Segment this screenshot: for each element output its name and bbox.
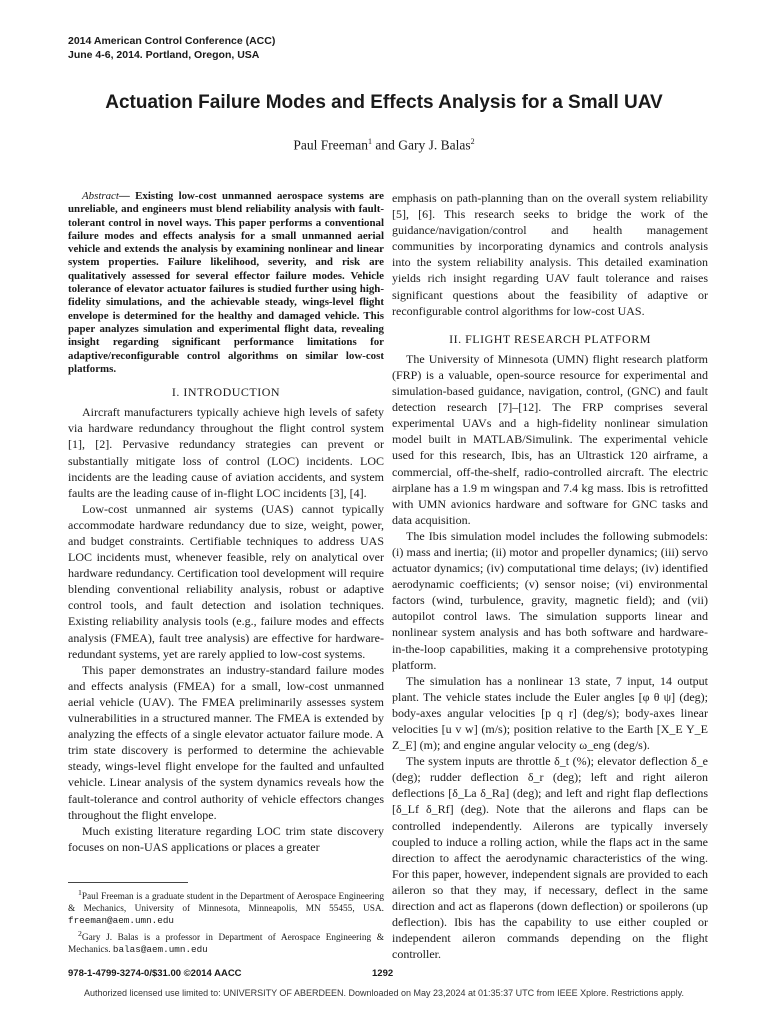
author-line — [0, 137, 768, 154]
author-1-footnote-mark: 1 — [368, 137, 372, 146]
footnote-1-text: Paul Freeman is a graduate student in the Department of Aerospace Engineering & Mechanics, University of Minnesota, Minneapolis, MN 55455, USA. — [68, 892, 384, 915]
conference-name: 2014 American Control Conference (ACC) — [68, 35, 276, 47]
right-column — [392, 190, 708, 962]
section-heading-introduction: I. INTRODUCTION — [171, 385, 281, 400]
paper-title: Actuation Failure Modes and Effects Analysis for a Small UAV — [105, 92, 663, 113]
footnote-1-email[interactable]: freeman@aem.umn.edu — [68, 915, 175, 927]
author-2-footnote-mark: 2 — [470, 137, 475, 146]
license-notice: Authorized licensed use limited to: UNIVERSITY OF ABERDEEN. Downloaded on May 23,2024 at 01:35:37 UTC from IEEE Xplore. Restrictions apply. — [84, 988, 684, 998]
left-column — [68, 190, 384, 855]
frp-paragraph-3: The simulation has a nonlinear 13 state, 7 input, 14 output plant. The vehicle states include the Euler angles [φ θ ψ] (deg); body-axes angular velocities [p q r] (deg/s); body-axes linear velocities [u v w] (m/s); position relative to the Earth [X_E Y_E Z_E] (m); and engine angular velocity ω_eng (deg/s). — [392, 673, 708, 753]
footnote-2: $^2$Gary J. Balas is a professor in Department of Aerospace Engineering & Mechanics. balas@aem.umn.edu — [68, 929, 384, 956]
conference-date-location: June 4-6, 2014. Portland, Oregon, USA — [68, 49, 260, 61]
intro-continuation-paragraph: emphasis on path-planning than on the overall system reliability [5], [6]. This research seeks to bridge the work of the guidance/navigation/control and health management communities by incorporating dynamics and controls analysis into the system reliability analysis. This detailed examination yields rich insight regarding UAV fault tolerance and raises significant questions about the feasibility of adaptive or reconfigurable control algorithms for low-cost UAS. — [392, 191, 708, 318]
intro-paragraph-4: Much existing literature regarding LOC trim state discovery focuses on non-UAS applications or places a greater — [68, 823, 384, 854]
page-number: 1292 — [372, 968, 394, 979]
footnote-1: $^1$Paul Freeman is a graduate student in the Department of Aerospace Engineering & Mechanics, University of Minnesota, Minneapolis, MN 55455, USA. freeman@aem.umn.edu — [68, 888, 384, 927]
abstract-text: — Existing low-cost unmanned aerospace systems are unreliable, and engineers must blend reliability analysis with fault-tolerant control in novel ways. This paper performs a conventional failure modes and effects analysis for a small unmanned aerial vehicle and extends the analysis by examining nonlinear and linear system properties. Failure likelihood, severity, and risk are qualitatively assessed for several effector failure modes. Vehicle tolerance of elevator actuator failures is studied further using high-fidelity simulations, and the achievable steady, wings-level flight envelope is determined for the healthy and damaged vehicle. This paper analyzes simulation and experimental flight data, revealing insight regarding significant performance limitations for adaptive/reconfigurable control algorithms on similar low-cost platforms. — [68, 190, 384, 375]
author-conjunction: and — [372, 137, 399, 153]
author-1: Paul Freeman — [293, 137, 368, 153]
frp-paragraph-4: The system inputs are throttle δ_t (%); elevator deflection δ_e (deg); rudder deflection δ_r (deg); left and right aileron deflections [δ_La δ_Ra] (deg); and left and right flap deflections [δ_Lf δ_Rf] (deg). Note that the ailerons and flaps can be controlled independently. Ailerons are typically inversely coupled to induce a rolling action, while the flaps act in the same direction to affect the aerodynamic characteristics of the wing. For this paper, however, independent signals are provided to each aileron so that they may, if necessary, deflect in the same direction and act as flaperons (down deflection) or spoilerons (up deflection). Ibis has the capability to use either coupled or independent aileron commands depending on the flight controller. — [392, 754, 708, 962]
abstract — [68, 190, 384, 376]
frp-paragraph-1: The University of Minnesota (UMN) flight research platform (FRP) is a valuable, open-source resource for experimental and simulation-based guidance, navigation, control, (GNC) and fault detection research [7]–[12]. The FRP comprises several experimental UAVs and a high-fidelity nonlinear simulation model built in MATLAB/Simulink. The experimental vehicle used for this research, Ibis, has an Ultrastick 120 airframe, a commercial, off-the-shelf, radio-controlled aircraft. The electric airplane has a 1.9 m wingspan and 7.4 kg mass. Ibis is retrofitted with UMN avionics hardware and software for GNC tasks and data acquisition. — [392, 351, 708, 527]
section-heading-flight-research-platform: II. FLIGHT RESEARCH PLATFORM — [449, 331, 651, 346]
footnote-2-text: Gary J. Balas is a professor in Department of Aerospace Engineering & Mechanics. — [68, 933, 384, 956]
frp-paragraph-2: The Ibis simulation model includes the following submodels: (i) mass and inertia; (ii) motor and propeller dynamics; (iii) servo actuator dynamics; (iv) computational time delays; (iv) identified aerodynamic coefficients; (v) sensor noise; (vi) environmental factors (wind, turbulence, gravity, magnetic field); and (vii) autopilot control laws. The simulation supports linear and nonlinear system analysis and has both software and hardware-in-the-loop capabilities, making it a comprehensive prototyping platform. — [392, 528, 708, 672]
author-2: Gary J. Balas — [398, 137, 471, 153]
intro-paragraph-3: This paper demonstrates an industry-standard failure modes and effects analysis (FMEA) for a small, low-cost unmanned aerial vehicle (UAV). The FMEA preliminarily assesses system vulnerabilities in a structured manner. The FMEA is extended by analyzing the effects of a single elevator actuator failure mode. A trim state discovery is performed to determine the achievable steady, wings-level flight envelope for the faulted and unfaulted vehicle. Linear analysis of the system dynamics reveals how the fault-tolerance and control authority of vehicle effectors changes throughout the flight envelope. — [68, 662, 384, 822]
conference-header — [68, 34, 275, 62]
abstract-label: Abstract — [82, 190, 119, 202]
footnote-2-email[interactable]: balas@aem.umn.edu — [112, 944, 208, 956]
isbn-copyright: 978-1-4799-3274-0/$31.00 ©2014 AACC — [68, 968, 242, 979]
intro-paragraph-2: Low-cost unmanned air systems (UAS) cannot typically accommodate hardware redundancy due to size, weight, power, and budget constraints. Certifiable techniques to address UAS LOC incidents must, whenever feasible, rely on analytical over hardware redundancy. Certification tool development will require blending conventional reliability analysis, robust or adaptive control tools, and fault detection and isolation techniques. Existing reliability analysis tools (e.g., failure modes and effects analysis (FMEA), fault tree analysis) are effective for hardware-redundant systems, yet are rarely applied to low-cost systems. — [68, 501, 384, 661]
footnotes — [68, 882, 384, 957]
footnote-rule — [68, 882, 188, 883]
intro-paragraph-1: Aircraft manufacturers typically achieve high levels of safety via hardware redundancy throughout the flight control system [1], [2]. Pervasive redundancy strategies can prevent or substantially mitigate loss of control (LOC) incidents. LOC incidents are the leading cause of aviation accidents, and system faults are the leading cause of in-flight LOC incidents [3], [4]. — [68, 405, 384, 500]
